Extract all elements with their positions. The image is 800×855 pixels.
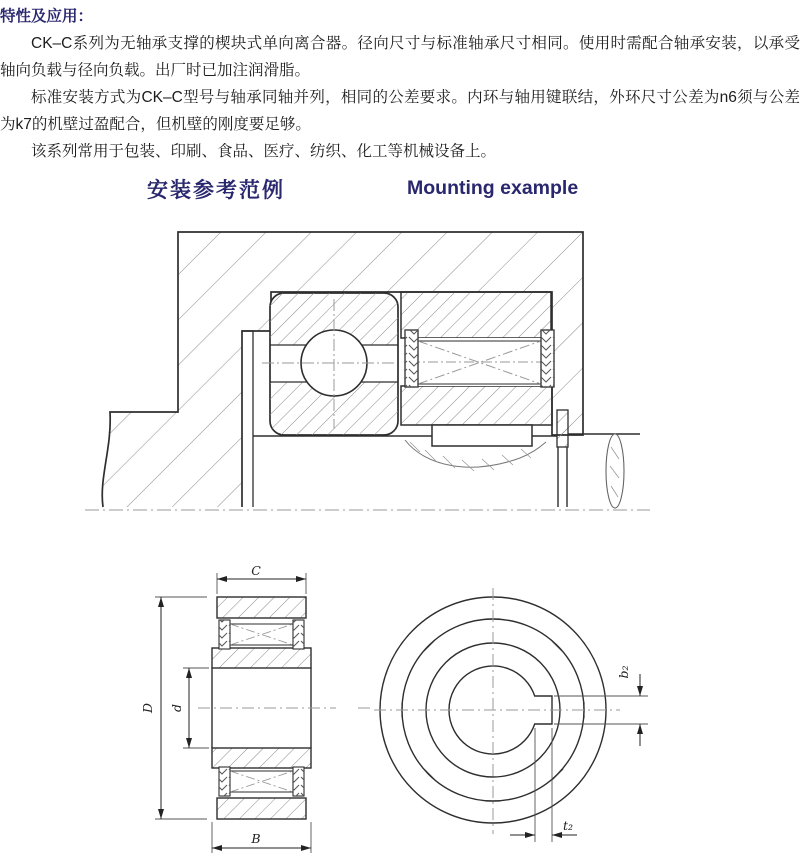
clutch-section-drawing	[140, 563, 372, 853]
dimension-B	[212, 822, 311, 853]
body-paragraph: CK–C系列为无轴承支撑的楔块式单向离合器。径向尺寸与标准轴承尺寸相同。使用时需配合轴承安装，以承受轴向负载与径向负载。出厂时已加注润滑脂。	[0, 35, 800, 79]
subheading-zh: 安装参考范例	[147, 179, 285, 202]
dimension-C	[217, 563, 306, 594]
clutch-side-plate-right	[541, 330, 554, 387]
shaft-key	[432, 425, 532, 446]
dim-label-B: B	[251, 831, 261, 846]
clutch-section	[401, 292, 568, 471]
dim-label-t2: t₂	[563, 818, 574, 833]
clutch-front-drawing	[374, 588, 648, 842]
shaft-break	[606, 434, 624, 508]
mounting-section-drawing	[85, 232, 650, 510]
dim-label-C: C	[251, 563, 261, 578]
clutch-outer-ring	[401, 292, 551, 338]
lock-washer	[557, 410, 568, 447]
dim-label-D: D	[140, 702, 155, 714]
dim-label-b2: b₂	[616, 665, 631, 679]
subheading-en: Mounting example	[407, 177, 579, 199]
body-paragraph: 标准安装方式为CK–C型号与轴承同轴并列，相同的公差要求。内环与轴用键联结，外环尺寸公差为n6须与公差为k7的机壁过盈配合，但机壁的刚度要足够。	[0, 89, 800, 133]
front-centerlines	[374, 588, 620, 834]
dim-label-d: d	[169, 703, 184, 713]
body-paragraph: 该系列常用于包装、印刷、食品、医疗、纺织、化工等机械设备上。	[31, 143, 497, 160]
clutch-inner-ring	[401, 386, 552, 425]
ball-bearing-section	[262, 293, 398, 435]
clutch-side-plate-left	[405, 330, 418, 387]
section-title: 特性及应用：	[0, 8, 94, 25]
spacer-sleeve	[242, 331, 253, 507]
